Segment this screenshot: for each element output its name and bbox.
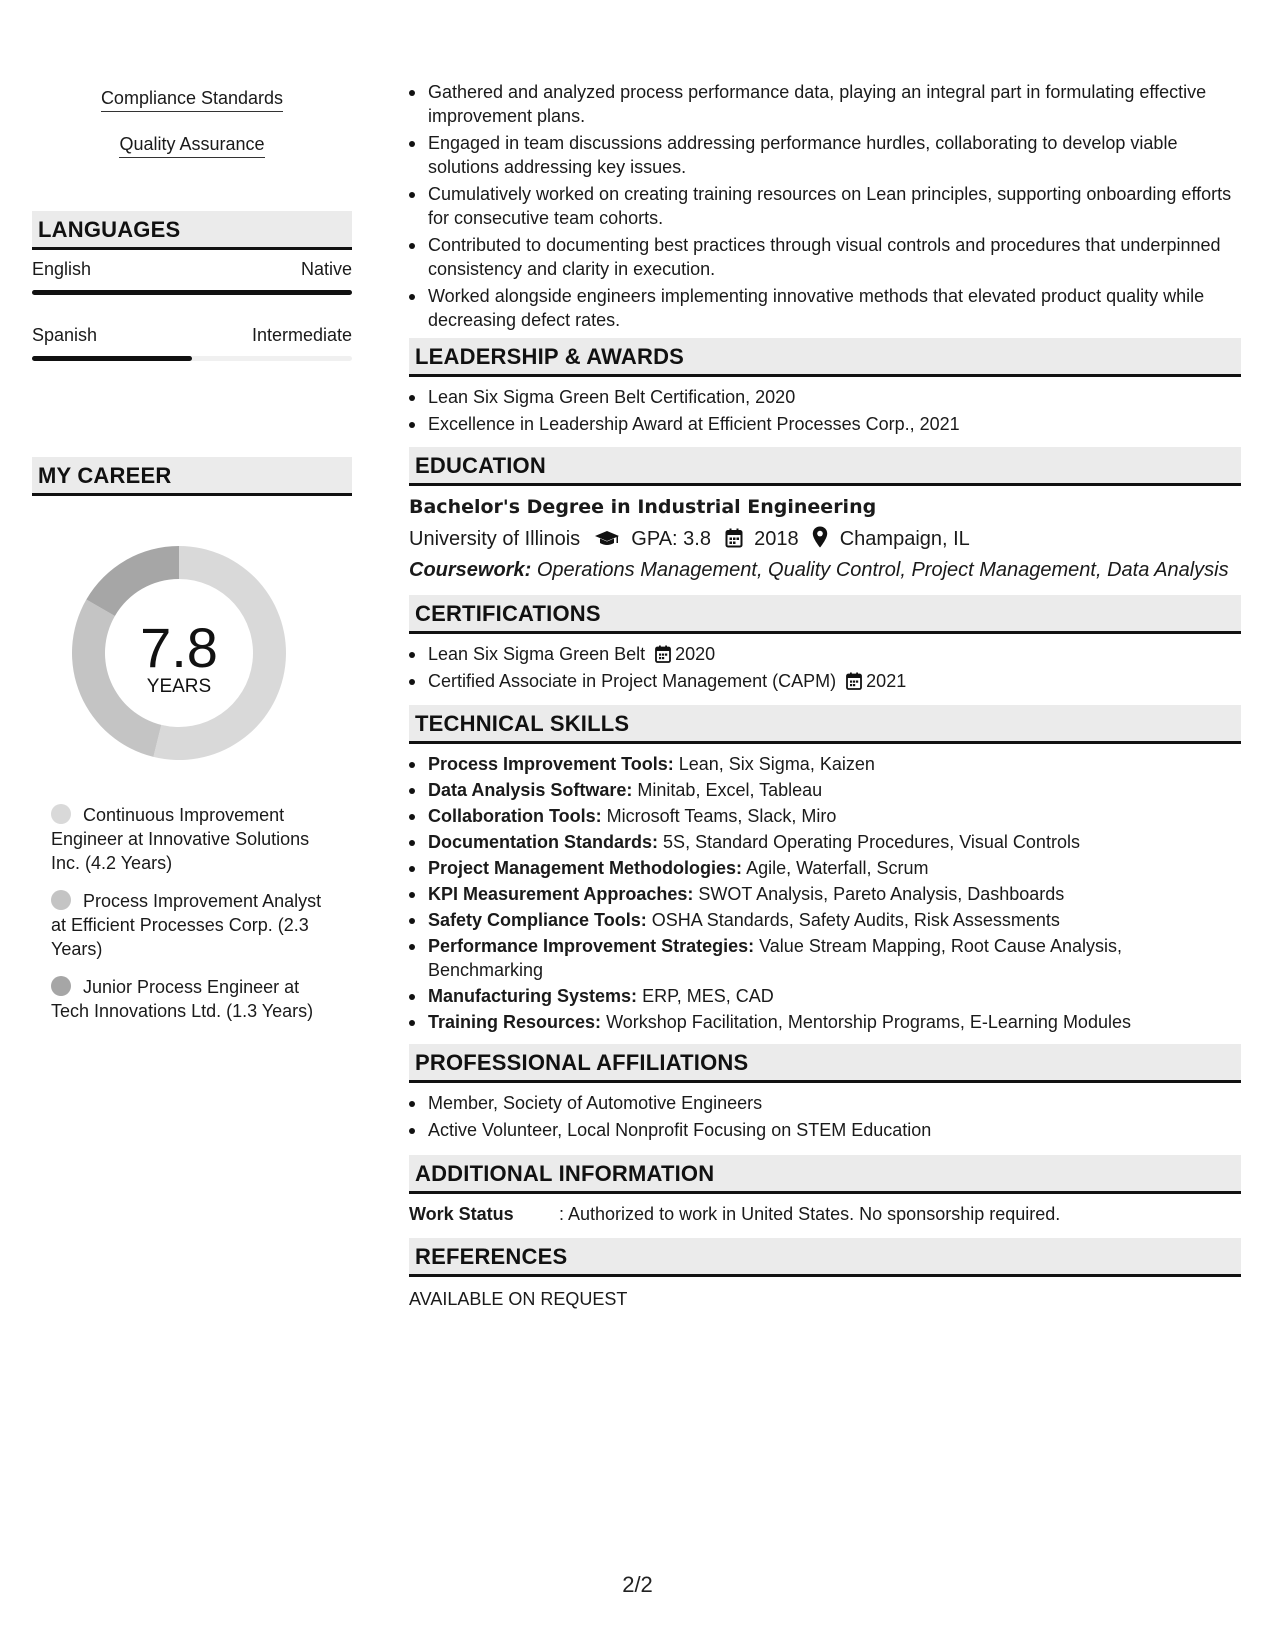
experience-bullet: Contributed to documenting best practices through visual controls and procedures that underpinned consistency and clarity in execution. [409,233,1241,281]
gpa: GPA: 3.8 [631,528,711,550]
technical-skill-item: Process Improvement Tools: Lean, Six Sigma, Kaizen [409,752,1241,776]
technical-skill-item: Manufacturing Systems: ERP, MES, CAD [409,984,1241,1008]
language-name: English [32,259,92,279]
skill-tag: Compliance Standards [32,88,352,112]
career-total-years: 7.8 [140,616,218,679]
certification-item: Lean Six Sigma Green Belt 2020 [409,642,1241,666]
graduation-cap-icon [594,530,620,548]
affiliations-heading: PROFESSIONAL AFFILIATIONS [409,1044,1241,1083]
school-name: University of Illinois [409,528,581,550]
language-proficiency-fill [32,290,352,295]
calendar-icon [846,672,862,690]
experience-bullet: Gathered and analyzed process performance data, playing an integral part in formulating effective improvement plans. [409,80,1241,128]
language-row [32,325,352,346]
award-item: Excellence in Leadership Award at Efficient Processes Corp., 2021 [409,412,1241,436]
technical-skill-item: Performance Improvement Strategies: Value Stream Mapping, Root Cause Analysis, Benchmarking [409,934,1241,982]
language-row [32,259,352,280]
legend-dot-icon [51,804,71,824]
education-details [409,526,1241,551]
career-heading: MY CAREER [32,457,352,496]
legend-dot-icon [51,976,71,996]
affiliations-section [409,1044,1241,1145]
leadership-heading: LEADERSHIP & AWARDS [409,338,1241,377]
experience-bullet: Worked alongside engineers implementing innovative methods that elevated product quality while decreasing defect rates. [409,284,1241,332]
experience-bullet: Cumulatively worked on creating training resources on Lean principles, supporting onboarding efforts for consecutive team cohorts. [409,182,1241,230]
references-text: AVAILABLE ON REQUEST [409,1289,628,1309]
career-legend-item: Junior Process Engineer at Tech Innovations Ltd. (1.3 Years) [51,977,314,1021]
certification-item: Certified Associate in Project Management (CAPM) 2021 [409,669,1241,693]
certification-year: 2021 [866,671,907,691]
languages-heading: LANGUAGES [32,211,352,250]
experience-bullets [409,80,1241,335]
certifications-section [409,595,1241,696]
education-heading: EDUCATION [409,447,1241,486]
technical-skill-item: KPI Measurement Approaches: SWOT Analysis, Pareto Analysis, Dashboards [409,882,1241,906]
work-status-label: Work Status [409,1204,514,1224]
career-legend-item: Continuous Improvement Engineer at Innovative Solutions Inc. (4.2 Years) [51,805,310,873]
technical-skills-section [409,705,1241,1036]
career-legend-item: Process Improvement Analyst at Efficient Processes Corp. (2.3 Years) [51,891,322,959]
references-section [409,1238,1241,1310]
technical-skills-list [409,752,1241,1034]
work-status-value: : Authorized to work in United States. No sponsorship required. [559,1204,1061,1224]
references-heading: REFERENCES [409,1238,1241,1277]
degree-title: Bachelor's Degree in Industrial Engineering [409,496,877,518]
language-level: Intermediate [251,325,352,345]
graduation-year: 2018 [754,528,799,550]
language-level: Native [300,259,352,279]
legend-dot-icon [51,890,71,910]
technical-skill-item: Collaboration Tools: Microsoft Teams, Slack, Miro [409,804,1241,828]
additional-info-section [409,1155,1241,1225]
skill-tag: Quality Assurance [32,134,352,158]
experience-bullet: Engaged in team discussions addressing performance hurdles, collaborating to develop viable solutions addressing key issues. [409,131,1241,179]
career-total-unit: YEARS [146,676,212,697]
career-total [66,540,292,766]
calendar-icon [655,645,671,663]
location-pin-icon [812,526,828,548]
education-section [409,447,1241,582]
technical-skill-item: Documentation Standards: 5S, Standard Operating Procedures, Visual Controls [409,830,1241,854]
leadership-section [409,338,1241,439]
school-location: Champaign, IL [839,528,970,550]
technical-skill-item: Project Management Methodologies: Agile, Waterfall, Scrum [409,856,1241,880]
calendar-icon [725,528,743,548]
affiliation-item: Member, Society of Automotive Engineers [409,1091,1241,1115]
technical-skill-item: Data Analysis Software: Minitab, Excel, Tableau [409,778,1241,802]
award-item: Lean Six Sigma Green Belt Certification, 2020 [409,385,1241,409]
technical-skill-item: Training Resources: Workshop Facilitation, Mentorship Programs, E-Learning Modules [409,1010,1241,1034]
certification-year: 2020 [675,644,716,664]
affiliation-item: Active Volunteer, Local Nonprofit Focusing on STEM Education [409,1118,1241,1142]
language-proficiency-bar [32,290,352,295]
technical-skills-heading: TECHNICAL SKILLS [409,705,1241,744]
coursework: Coursework: Operations Management, Quality Control, Project Management, Data Analysis [409,559,1229,581]
language-name: Spanish [32,325,98,345]
certifications-heading: CERTIFICATIONS [409,595,1241,634]
page-number: 2/2 [622,1572,653,1597]
work-status-row [409,1204,1241,1225]
additional-info-heading: ADDITIONAL INFORMATION [409,1155,1241,1194]
language-proficiency-bar [32,356,352,361]
career-legend [51,803,341,1037]
technical-skill-item: Safety Compliance Tools: OSHA Standards, Safety Audits, Risk Assessments [409,908,1241,932]
language-proficiency-fill [32,356,192,361]
